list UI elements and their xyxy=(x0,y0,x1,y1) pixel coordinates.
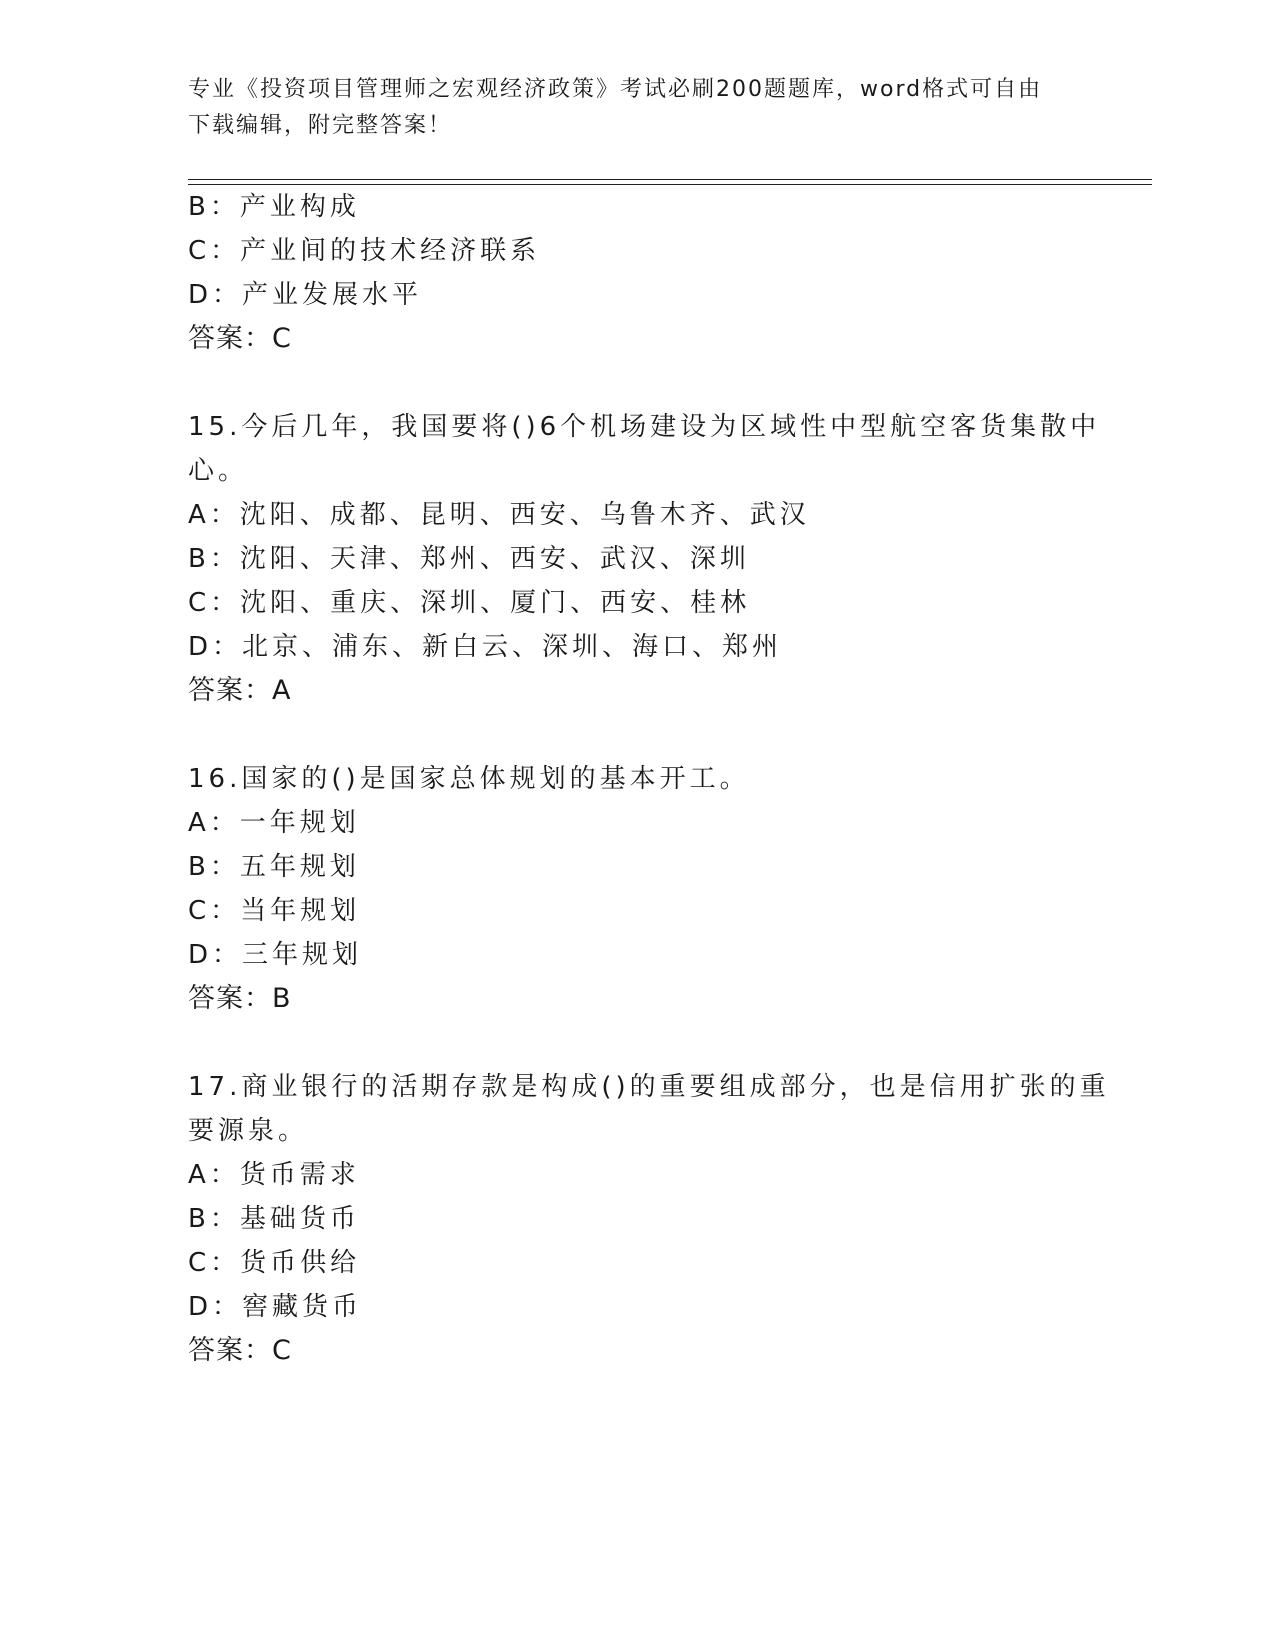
header-divider-top xyxy=(188,179,1152,180)
q15-answer: 答案：A xyxy=(188,675,292,706)
q16-text-line-1: 16.国家的()是国家总体规划的基本开工。 xyxy=(188,764,750,794)
q15-option-b: B：沈阳、天津、郑州、西安、武汉、深圳 xyxy=(188,544,750,574)
q16-answer: 答案：B xyxy=(188,983,292,1014)
q17-answer: 答案：C xyxy=(188,1335,292,1366)
q15-option-d: D：北京、浦东、新白云、深圳、海口、郑州 xyxy=(188,632,783,662)
q15-text-line-1: 15.今后几年，我国要将()6个机场建设为区域性中型航空客货集散中 xyxy=(188,412,1101,442)
q16-option-b: B：五年规划 xyxy=(188,852,360,882)
q17-option-d: D：窖藏货币 xyxy=(188,1292,363,1322)
q17-text-line-2: 要源泉。 xyxy=(188,1116,309,1146)
q17-option-b: B：基础货币 xyxy=(188,1204,360,1234)
q17-text-line-1: 17.商业银行的活期存款是构成()的重要组成部分，也是信用扩张的重 xyxy=(188,1072,1110,1102)
document-header xyxy=(188,72,1088,144)
header-line-2: 下载编辑，附完整答案！ xyxy=(188,113,453,138)
q17-option-c: C：货币供给 xyxy=(188,1248,361,1278)
q16-option-a: A：一年规划 xyxy=(188,808,360,838)
prev-option-c: C：产业间的技术经济联系 xyxy=(188,236,541,266)
q15-option-a: A：沈阳、成都、昆明、西安、乌鲁木齐、武汉 xyxy=(188,500,810,530)
q16-option-d: D：三年规划 xyxy=(188,940,363,970)
q15-text-line-2: 心。 xyxy=(188,456,249,486)
header-divider-bottom xyxy=(188,184,1152,185)
header-line-1: 专业《投资项目管理师之宏观经济政策》考试必刷200题题库，word格式可自由 xyxy=(188,77,1043,102)
prev-answer: 答案：C xyxy=(188,323,292,354)
q17-option-a: A：货币需求 xyxy=(188,1160,360,1190)
prev-option-b: B：产业构成 xyxy=(188,192,360,222)
q15-option-c: C：沈阳、重庆、深圳、厦门、西安、桂林 xyxy=(188,588,751,618)
q16-option-c: C：当年规划 xyxy=(188,896,361,926)
prev-option-d: D：产业发展水平 xyxy=(188,280,423,310)
